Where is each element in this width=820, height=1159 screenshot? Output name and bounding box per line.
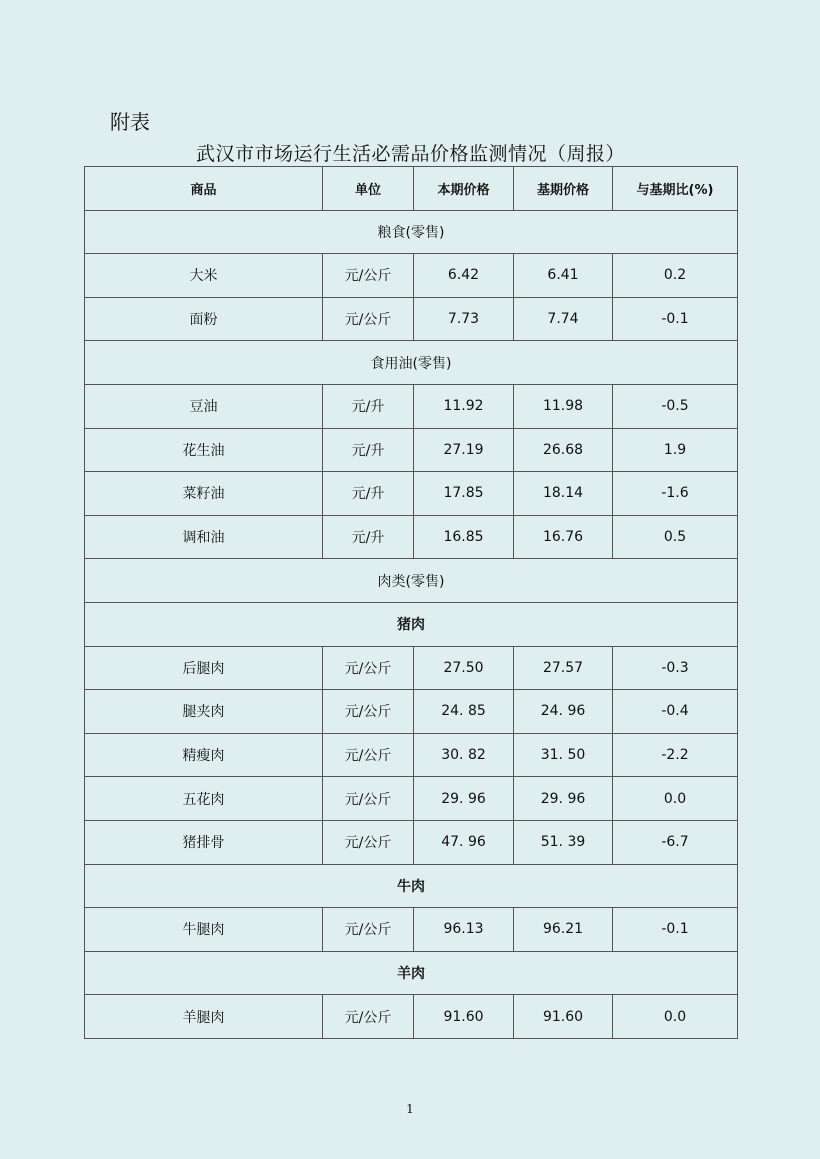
category-row — [85, 210, 738, 254]
cell-current-price: 29. 96 — [414, 777, 514, 821]
table-body — [85, 210, 738, 1038]
cell-current-price: 17.85 — [414, 472, 514, 516]
cell-commodity: 面粉 — [85, 297, 323, 341]
cell-base-price: 6.41 — [514, 254, 613, 298]
cell-change-percent: 1.9 — [613, 428, 738, 472]
price-table — [84, 166, 738, 1039]
document-title: 武汉市市场运行生活必需品价格监测情况（周报） — [195, 143, 625, 165]
cell-base-price: 91.60 — [514, 995, 613, 1039]
cell-base-price: 16.76 — [514, 515, 613, 559]
header-current-price: 本期价格 — [414, 167, 514, 211]
table-row — [85, 777, 738, 821]
cell-unit: 元/公斤 — [323, 908, 414, 952]
cell-current-price: 91.60 — [414, 995, 514, 1039]
cell-change-percent: 0.0 — [613, 777, 738, 821]
cell-base-price: 18.14 — [514, 472, 613, 516]
table-row — [85, 297, 738, 341]
cell-change-percent: -0.5 — [613, 384, 738, 428]
subcategory-label: 牛肉 — [85, 864, 738, 908]
cell-commodity: 腿夹肉 — [85, 690, 323, 734]
cell-commodity: 精瘦肉 — [85, 733, 323, 777]
cell-change-percent: -2.2 — [613, 733, 738, 777]
header-unit: 单位 — [323, 167, 414, 211]
cell-commodity: 后腿肉 — [85, 646, 323, 690]
cell-change-percent: 0.5 — [613, 515, 738, 559]
cell-commodity: 猪排骨 — [85, 820, 323, 864]
category-label: 食用油(零售) — [85, 341, 738, 385]
category-row — [85, 341, 738, 385]
cell-commodity: 豆油 — [85, 384, 323, 428]
cell-base-price: 96.21 — [514, 908, 613, 952]
cell-base-price: 51. 39 — [514, 820, 613, 864]
cell-change-percent: -0.4 — [613, 690, 738, 734]
cell-change-percent: -6.7 — [613, 820, 738, 864]
header-base-price: 基期价格 — [514, 167, 613, 211]
cell-current-price: 27.50 — [414, 646, 514, 690]
cell-current-price: 47. 96 — [414, 820, 514, 864]
cell-base-price: 29. 96 — [514, 777, 613, 821]
cell-base-price: 27.57 — [514, 646, 613, 690]
category-label: 粮食(零售) — [85, 210, 738, 254]
table-row — [85, 646, 738, 690]
cell-base-price: 24. 96 — [514, 690, 613, 734]
cell-unit: 元/升 — [323, 472, 414, 516]
subcategory-label: 羊肉 — [85, 951, 738, 995]
subcategory-row — [85, 951, 738, 995]
cell-current-price: 11.92 — [414, 384, 514, 428]
cell-current-price: 7.73 — [414, 297, 514, 341]
cell-unit: 元/公斤 — [323, 690, 414, 734]
cell-current-price: 24. 85 — [414, 690, 514, 734]
table-row — [85, 995, 738, 1039]
category-label: 肉类(零售) — [85, 559, 738, 603]
cell-commodity: 花生油 — [85, 428, 323, 472]
table-row — [85, 515, 738, 559]
subcategory-row — [85, 602, 738, 646]
cell-unit: 元/公斤 — [323, 820, 414, 864]
cell-base-price: 11.98 — [514, 384, 613, 428]
cell-change-percent: -0.1 — [613, 297, 738, 341]
cell-base-price: 26.68 — [514, 428, 613, 472]
cell-commodity: 调和油 — [85, 515, 323, 559]
table-row — [85, 820, 738, 864]
table-row — [85, 690, 738, 734]
cell-change-percent: 0.0 — [613, 995, 738, 1039]
cell-change-percent: 0.2 — [613, 254, 738, 298]
cell-unit: 元/公斤 — [323, 777, 414, 821]
header-change-percent: 与基期比(%) — [613, 167, 738, 211]
cell-unit: 元/升 — [323, 384, 414, 428]
subcategory-row — [85, 864, 738, 908]
subcategory-label: 猪肉 — [85, 602, 738, 646]
cell-unit: 元/公斤 — [323, 297, 414, 341]
cell-current-price: 16.85 — [414, 515, 514, 559]
cell-base-price: 31. 50 — [514, 733, 613, 777]
appendix-label: 附表 — [110, 110, 150, 134]
cell-current-price: 96.13 — [414, 908, 514, 952]
cell-unit: 元/升 — [323, 515, 414, 559]
cell-current-price: 6.42 — [414, 254, 514, 298]
table-row — [85, 733, 738, 777]
page-number: 1 — [406, 1102, 414, 1116]
table-row — [85, 908, 738, 952]
cell-commodity: 大米 — [85, 254, 323, 298]
cell-commodity: 五花肉 — [85, 777, 323, 821]
table-row — [85, 472, 738, 516]
cell-current-price: 27.19 — [414, 428, 514, 472]
cell-current-price: 30. 82 — [414, 733, 514, 777]
cell-commodity: 羊腿肉 — [85, 995, 323, 1039]
cell-unit: 元/公斤 — [323, 254, 414, 298]
cell-change-percent: -0.1 — [613, 908, 738, 952]
cell-change-percent: -0.3 — [613, 646, 738, 690]
cell-unit: 元/公斤 — [323, 646, 414, 690]
category-row — [85, 559, 738, 603]
table-row — [85, 428, 738, 472]
table-row — [85, 384, 738, 428]
cell-commodity: 菜籽油 — [85, 472, 323, 516]
cell-commodity: 牛腿肉 — [85, 908, 323, 952]
cell-change-percent: -1.6 — [613, 472, 738, 516]
table-header-row — [85, 167, 738, 211]
cell-base-price: 7.74 — [514, 297, 613, 341]
cell-unit: 元/升 — [323, 428, 414, 472]
cell-unit: 元/公斤 — [323, 995, 414, 1039]
table-row — [85, 254, 738, 298]
header-commodity: 商品 — [85, 167, 323, 211]
cell-unit: 元/公斤 — [323, 733, 414, 777]
